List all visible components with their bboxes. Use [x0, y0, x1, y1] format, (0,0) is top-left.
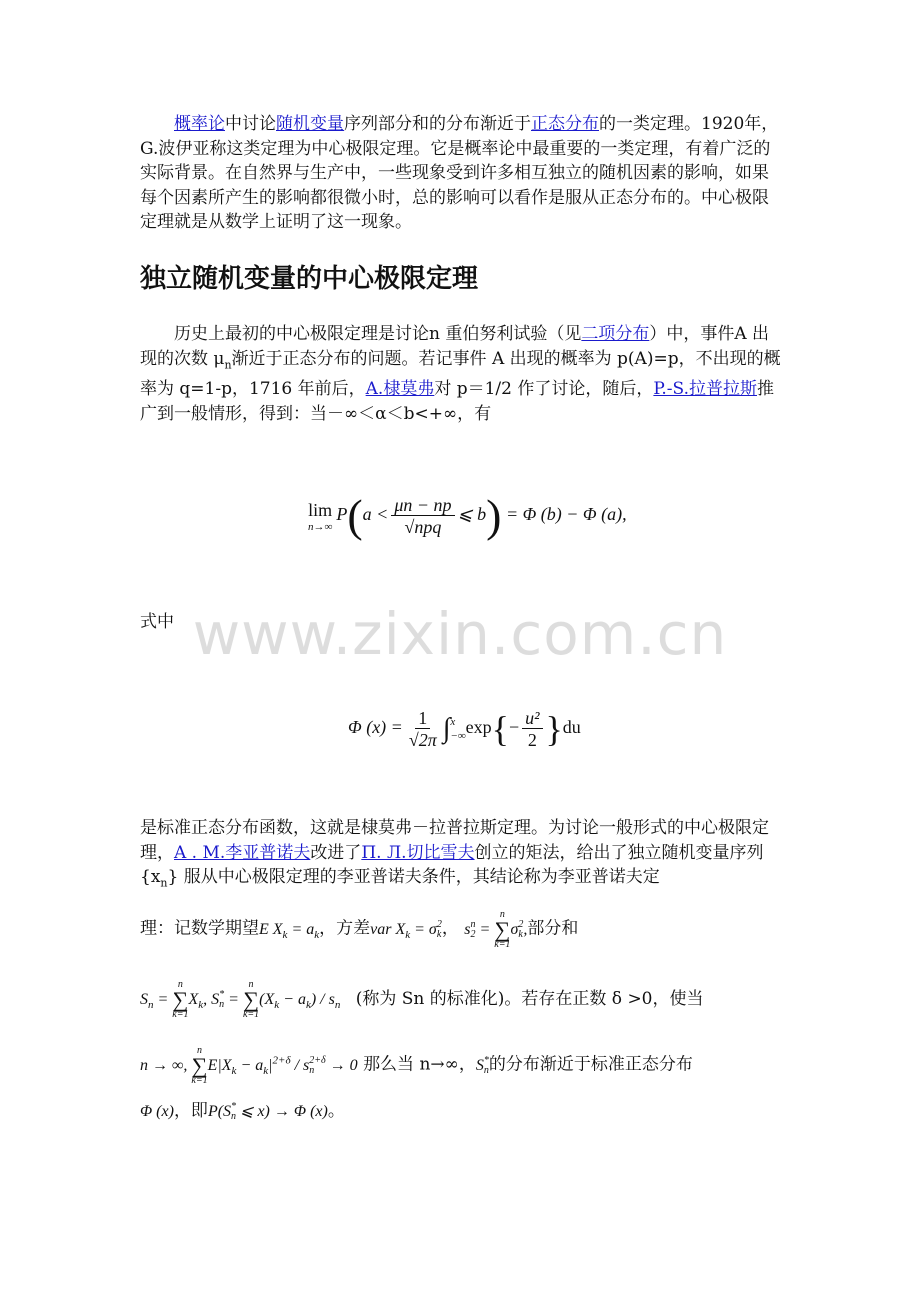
right-paren: )	[486, 490, 502, 541]
exponent-numerator: u²	[522, 708, 542, 729]
sum-symbol-2: n ∑ k=1	[242, 979, 260, 1020]
para2-sub-n: n	[224, 357, 232, 371]
sum-symbol: n ∑ k=1	[494, 909, 511, 950]
integral-sign: ∫	[442, 713, 451, 744]
standardized-fraction	[391, 495, 454, 538]
expectation-formula: E $X_k = a_k$	[259, 920, 320, 941]
sn-star-symbol: S * n	[475, 1055, 489, 1076]
link-de-moivre[interactable]: A.棣莫弗	[365, 379, 435, 400]
line-c-text-2: 的分布渐近于标准正态分布	[488, 1054, 693, 1075]
link-chebyshev[interactable]: П. Л.切比雪夫	[361, 842, 475, 863]
para3-sub-n: n	[160, 876, 168, 890]
upper-bound: ⩽ b	[457, 504, 487, 525]
intro-paragraph	[140, 112, 785, 235]
fraction-numerator: μn − np	[391, 495, 454, 516]
lyapunov-paragraph	[140, 816, 785, 896]
lim-sub: n→∞	[308, 520, 333, 533]
limit-operator	[308, 500, 332, 533]
para2-text-4: 对 p＝1/2 作了讨论，随后，	[434, 379, 654, 400]
formula-rhs: = Φ (b) − Φ (a),	[505, 504, 627, 525]
integral-limits	[450, 715, 465, 743]
lim-text: lim	[308, 499, 333, 520]
line-a-text-3: 部分和	[527, 918, 579, 939]
para2-text-2: ）中，事件A 出现的次数 μ	[140, 324, 770, 369]
para3-text-1: 是标准正态分布函数，这就是棣莫弗－拉普拉斯定理。为讨论一般形式的中心极限定理，	[140, 818, 769, 863]
lyapunov-condition-formula: n → ∞, n ∑ k=1 $E|X_k - a_k|^{2+\delta} / s$ 2+δ n → 0	[140, 1045, 358, 1086]
history-paragraph	[140, 322, 785, 426]
intro-text-3: 的一类定理。1920年，G.波伊亚称这类定理为中心极限定理。它是概率论中最重要的一类定理，有着广泛的实际背景。在自然界与生产中，一些现象受到许多相互独立的随机因素的影响，如果每个因素所产生的影响都很微小时，总的影响可以看作是服从正态分布的。中心极限定理就是从数学上证明了这一现象。	[140, 114, 779, 232]
integral-upper: x	[450, 716, 456, 728]
para2-text-1: 历史上最初的中心极限定理是讨论n 重伯努利试验（见	[174, 324, 582, 344]
section-heading: 独立随机变量的中心极限定理	[140, 264, 479, 294]
link-lyapunov[interactable]: A . M.李亚普诺夫	[174, 842, 311, 863]
prob-symbol: P	[336, 504, 348, 525]
de-moivre-laplace-formula	[308, 490, 627, 541]
exponent-fraction	[522, 708, 542, 751]
normal-cdf-formula: Φ (x) = $\frac{1}{√2\pi}$ ∫ x −∞ exp{− $\frac{\text{u²}}{2}$ }du	[348, 707, 581, 750]
expectation-line: 理：记数学期望E $X_k = a_k$，方差var $X_k = \sigma$ 2 k ， s n 2 = n ∑ k=1 σ 2 k ,部分和	[140, 909, 579, 950]
link-probability-theory[interactable]: 概率论	[174, 114, 225, 134]
partial-sum-formula: $S_n$ = n ∑ k=1 $X_k$, S * n = n ∑ k=1 $(X_k - a_k) / s_n$	[140, 979, 341, 1020]
para2-text-3: 渐近于正态分布的问题。若记事件 A 出现的概率为 p(A)=p，不出现的概率为 q=1-p，1716 年前后，	[140, 348, 781, 400]
line-a-text-2: ，方差	[319, 918, 371, 939]
differential: du	[562, 717, 581, 738]
cdf-coefficient	[406, 708, 440, 751]
link-binomial-distribution[interactable]: 二项分布	[581, 324, 650, 344]
exponent-denominator: 2	[527, 729, 537, 750]
line-b-text: (称为 Sn 的标准化)。若存在正数 δ >0，使当	[355, 988, 704, 1009]
line-d-text-2: 。	[327, 1101, 345, 1121]
integral-lower: −∞	[450, 730, 466, 742]
left-brace: {	[491, 709, 509, 749]
variance-formula: var $X_k = \sigma$ 2 k	[370, 919, 442, 941]
right-brace: }	[545, 709, 563, 749]
phi-x: Φ (x)	[140, 1103, 174, 1120]
para3-text-2: 改进了	[310, 842, 362, 863]
left-paren: (	[347, 490, 363, 541]
watermark: www.zixin.com.cn	[192, 600, 728, 668]
line-c-text-1: 那么当 n→∞，	[363, 1054, 476, 1075]
line-a-text-1: 理：记数学期望	[140, 918, 259, 939]
para2-text-5: 推广到一般情形，得到：当－∞＜α＜b<+∞，有	[140, 379, 774, 424]
link-normal-distribution[interactable]: 正态分布	[531, 114, 599, 134]
exp-text: exp	[465, 717, 492, 738]
coef-numerator: 1	[415, 708, 430, 729]
sn-squared-formula: s n 2 = n ∑ k=1 σ 2 k ,	[464, 909, 528, 950]
link-random-variable[interactable]: 随机变量	[276, 114, 344, 134]
shizhong-label: 式中	[140, 612, 174, 632]
lyapunov-condition-line	[140, 1046, 693, 1086]
sum-symbol: n ∑ k=1	[172, 979, 189, 1020]
conclusion-line	[140, 1096, 345, 1122]
link-laplace[interactable]: P.-S.拉普拉斯	[653, 379, 757, 400]
sum-symbol: n ∑ k=1	[191, 1045, 208, 1086]
intro-text-1: 中讨论	[225, 114, 276, 134]
intro-text-2: 序列部分和的分布渐近于	[344, 114, 531, 134]
para3-text-3: 创立的矩法，给出了独立随机变量序列 {x	[140, 842, 764, 887]
line-d-text-1: ，即	[173, 1101, 208, 1121]
lower-bound: a <	[362, 504, 389, 525]
coef-denominator: √2π	[408, 729, 437, 750]
cdf-lhs: Φ (x) =	[348, 717, 403, 738]
fraction-denominator: √npq	[404, 516, 442, 537]
partial-sum-line	[140, 980, 704, 1020]
conclusion-formula: P(S * n ⩽ x) → Φ (x)	[207, 1101, 328, 1123]
para3-text-4: } 服从中心极限定理的李亚普诺夫条件，其结论称为李亚普诺夫定	[167, 867, 660, 887]
